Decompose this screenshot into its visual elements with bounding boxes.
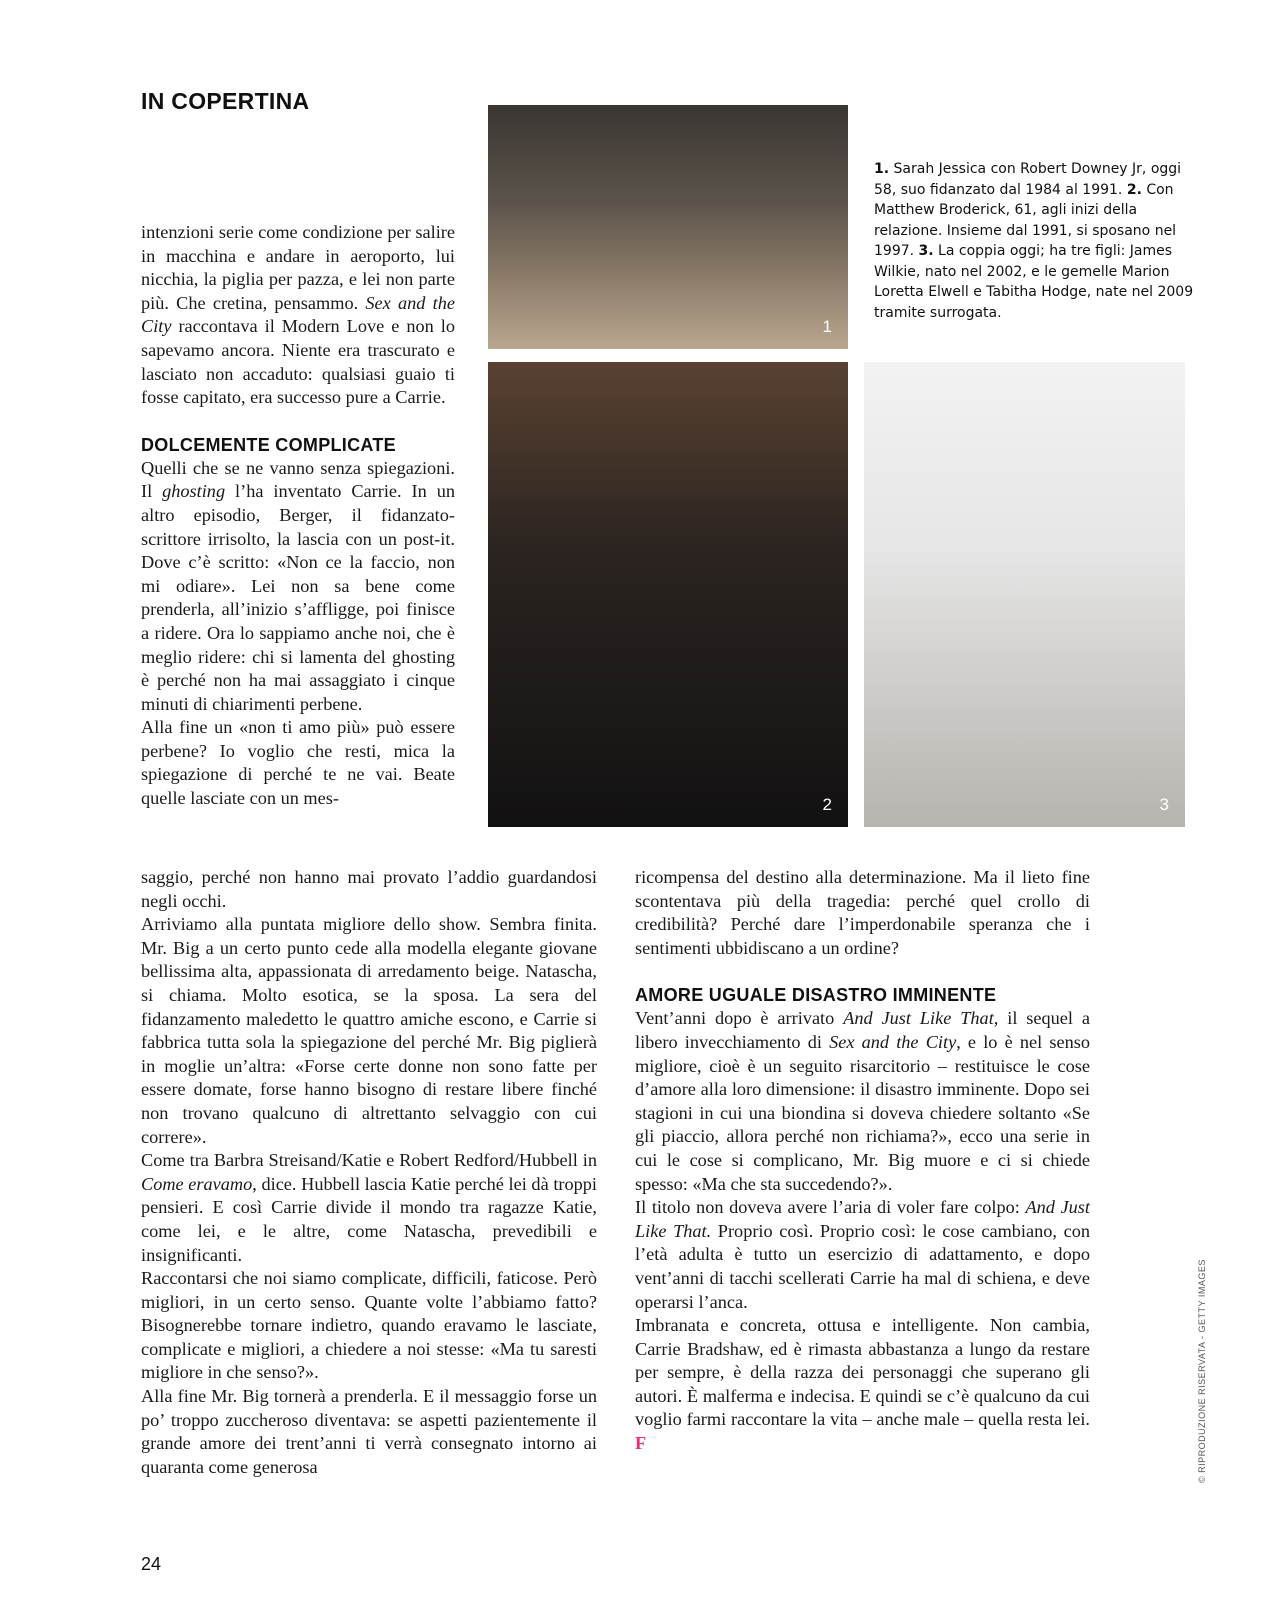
paragraph: Imbranata e concreta, ottusa e intelligente. Non cambia, Carrie Bradshaw, ed è rimasta abbastanza a lungo da restare per sempre, è della razza dei personaggi che superano gli autori. È malferma e indecisa. E quindi se c’è qualcuno da cui voglio farmi raccontare la vita – anche male – quella resta lei. F (635, 1315, 1090, 1454)
paragraph: intenzioni serie come condizione per salire in macchina e andare in aeroporto, lui nicchia, la piglia per pazza, e lei non parte più. Che cretina, pensammo. Sex and the City raccontava il Modern Love e non lo sapevamo ancora. Niente era trascurato e lasciato non accaduto: qualsiasi guaio ti fosse capitato, era successo pure a Carrie. (141, 222, 456, 408)
paragraph: Come tra Barbra Streisand/Katie e Robert Redford/Hubbell in Come eravamo, dice. Hubbell lascia Katie perché lei dà troppi pensieri. E così Carrie divide il mondo tra ragazze Katie, come lei, e le altre, come Natascha, prevedibili e insignificanti. (141, 1150, 597, 1265)
paragraph: Il titolo non doveva avere l’aria di voler fare colpo: And Just Like That. Proprio così. Proprio così: le cose cambiano, con l’età adulta è tutto un esercizio di adattamento, e dopo vent’anni di tacchi scellerati Carrie ha mal di schiena, e deve operarsi l’anca. (635, 1197, 1090, 1312)
photo-broderick-today (864, 362, 1185, 827)
photo-broderick-early (488, 362, 848, 827)
subheading: AMORE UGUALE DISASTRO IMMINENTE (635, 985, 997, 1006)
paragraph: ricompensa del destino alla determinazione. Ma il lieto fine scontentava più della tragedia: perché quel crollo di credibilità? Perché dare l’imperdonabile speranza che i sentimenti ubbidiscano a un ordine? (635, 867, 1090, 958)
section-label: IN COPERTINA (141, 88, 310, 114)
article-column-right (635, 866, 1090, 1456)
paragraph: saggio, perché non hanno mai provato l’addio guardandosi negli occhi. (141, 867, 597, 911)
end-mark-icon: F (635, 1433, 647, 1454)
photo-number: 3 (1159, 795, 1169, 814)
photo-number: 2 (822, 795, 832, 814)
photo-robert-downey-jr (488, 105, 848, 349)
page-number: 24 (141, 1554, 162, 1574)
paragraph: Arriviamo alla puntata migliore dello show. Sembra finita. Mr. Big a un certo punto cede alla modella elegante giovane bellissima alta, appassionata di arredamento beige. Natascha, si chiama. Molto esotica, se la sposa. La sera del fidanzamento maledetto le quattro amiche escono, e Carrie si fabbrica tutta sola la spiegazione del perché Mr. Big piglierà in moglie un’altra: «Forse certe donne non sono fatte per essere domate, forse hanno bisogno di restare libere finché non trovano qualcuno di altrettanto selvaggio con cui correre». (141, 914, 597, 1147)
article-column-left (141, 866, 597, 1479)
paragraph: Alla fine un «non ti amo più» può essere perbene? Io voglio che resti, mica la spiegazione di perché te ne vai. Beate quelle lasciate con un mes- (141, 717, 455, 809)
article-column-narrow (141, 221, 455, 811)
paragraph: Vent’anni dopo è arrivato And Just Like That, il sequel a libero invecchiamento di Sex and the City, e lo è nel senso migliore, cioè è un seguito risarcitorio – restituisce le cose d’amore alla loro dimensione: il disastro imminente. Dopo sei stagioni in cui una biondina si doveva chiedere soltanto «Se gli piaccio, allora perché non richiama?», ecco una serie in cui le cose si complicano, Mr. Big muore e ci si chiede spesso: «Ma che sta succedendo?». (635, 1008, 1091, 1194)
photo-number: 1 (822, 317, 832, 336)
paragraph: Raccontarsi che noi siamo complicate, difficili, faticose. Però migliori, in un certo senso. Quante volte l’abbiamo fatto? Bisognerebbe tornare indietro, quando eravamo le lasciate, complicate e migliori, a chiedere a noi stesse: «Ma tu saresti migliore in che senso?». (141, 1268, 597, 1383)
photo-caption: 1. Sarah Jessica con Robert Downey Jr, oggi 58, suo fidanzato dal 1984 al 1991. 2. Con Matthew Broderick, 61, agli inizi della relazione. Insieme dal 1991, si sposano nel 1997. 3. La coppia oggi; ha tre figli: James Wilkie, nato nel 2002, e le gemelle Marion Loretta Elwell e Tabitha Hodge, nate nel 2009 tramite surrogata. (874, 161, 1194, 321)
subheading: DOLCEMENTE COMPLICATE (141, 434, 396, 455)
paragraph: Alla fine Mr. Big tornerà a prenderla. E il messaggio forse un po’ troppo zuccheroso diventava: se aspetti pazientemente il grande amore dei trent’anni ti verrà consegnato intorno ai quaranta come generosa (141, 1386, 597, 1477)
paragraph: Quelli che se ne vanno senza spiegazioni. Il ghosting l’ha inventato Carrie. In un altro episodio, Berger, il fidanzato-scrittore irrisolto, la lascia con un post-it. Dove c’è scritto: «Non ce la faccio, non mi odiare». Lei non sa bene come prenderla, all’inizio s’affligge, poi finisce a ridere. Ora lo sappiamo anche noi, che è meglio ridere: chi si lamenta del ghosting è perché non ha mai assaggiato i cinque minuti di chiarimenti perbene. (141, 457, 455, 714)
photo-credit: © RIPRODUZIONE RISERVATA - GETTY IMAGES (1197, 1259, 1207, 1483)
